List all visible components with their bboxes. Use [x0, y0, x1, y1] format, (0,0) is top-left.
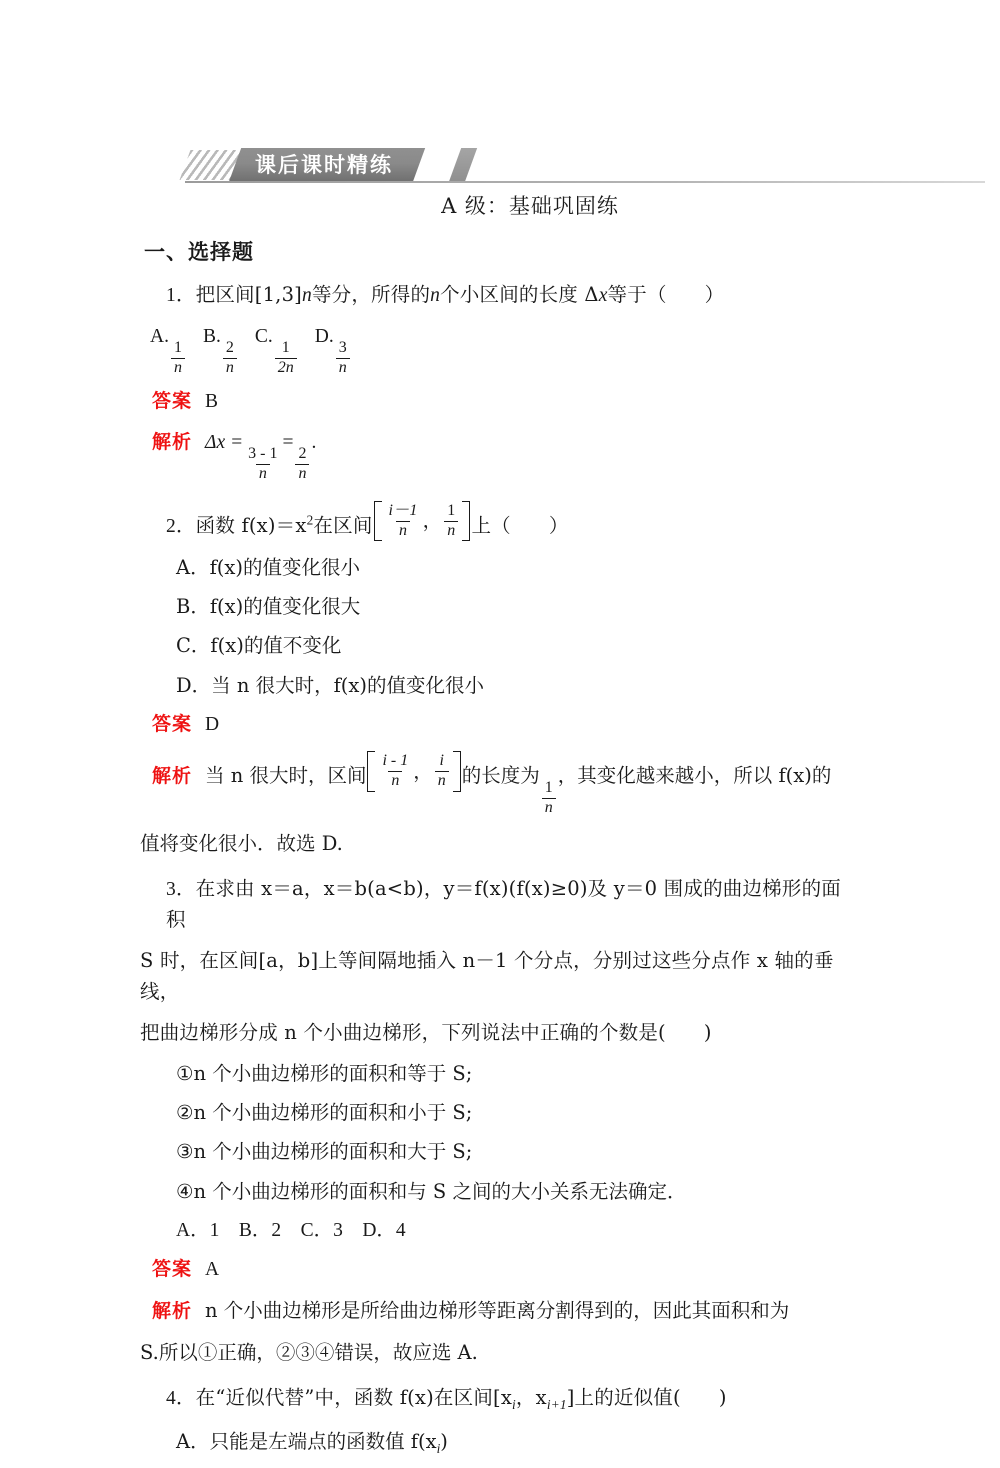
q1-exp-frac2-num: 2 — [298, 445, 307, 463]
q4-sub-1: i — [512, 1397, 516, 1413]
explanation-label: 解析 — [152, 431, 193, 454]
q2-interval-bracket — [373, 501, 472, 542]
q4-sub-2: i+1 — [546, 1397, 567, 1413]
q3-line3-end: ) — [703, 1020, 712, 1044]
q1-option-c[interactable] — [254, 326, 299, 377]
q3-answer-value: A — [205, 1259, 220, 1281]
q3-statement-1: ①n 个小曲边梯形的面积和等于 S; — [176, 1061, 473, 1085]
q2-interval-right-num: 1 — [447, 501, 456, 519]
explanation-label: 解析 — [152, 764, 193, 787]
question-1-answer — [140, 387, 860, 416]
question-1-stem — [140, 280, 860, 311]
q4-line1-c: ]上的近似值( — [566, 1386, 681, 1410]
q1-exp-frac1-num: 3 - 1 — [248, 445, 278, 463]
question-2-number: 2． — [166, 515, 196, 537]
q2-exp-text-b: 的长度为 — [461, 763, 540, 787]
question-3-answer — [140, 1255, 860, 1284]
q1-text-d: 等于（ — [607, 283, 667, 306]
q3-line1-text: 在求由 x＝a，x＝b(a<b)，y＝f(x)(f(x)≥0)及 y＝0 围成的曲边梯形的面积 — [166, 876, 841, 932]
q1-option-d[interactable] — [314, 326, 352, 377]
question-4-stem — [140, 1383, 860, 1415]
q1-exp-eq: = — [282, 432, 294, 454]
q3-exp-text: n 个小曲边梯形是所给曲边梯形等距离分割得到的，因此其面积和为 — [205, 1299, 790, 1323]
q2-text-c: 上（ — [471, 513, 511, 537]
q4-option-a-end: ) — [440, 1429, 448, 1453]
q2-interval-left-num: i－1 — [388, 501, 418, 519]
q1-answer-value: B — [205, 390, 219, 412]
q1-option-a-num: 1 — [173, 339, 182, 357]
banner-tab — [229, 148, 425, 182]
question-3-explanation-line1 — [140, 1296, 860, 1326]
q4-line1-a: 在“近似代替”中，函数 f(x)在区间[x — [195, 1386, 513, 1410]
q2-exp-text-c: ，其变化越来越小，所以 f(x)的 — [557, 763, 832, 787]
q1-option-c-label: C. — [254, 326, 273, 348]
q1-option-b-den: n — [223, 358, 237, 377]
q1-var-n2: n — [430, 285, 441, 306]
q2-exp-interval-left-num: i - 1 — [382, 752, 409, 770]
q1-option-d-den: n — [336, 358, 350, 377]
q2-exp-frac-num: 1 — [544, 779, 553, 797]
answer-label: 答案 — [152, 712, 193, 735]
q4-option-a-text: A．只能是左端点的函数值 f(x — [176, 1429, 437, 1453]
q1-option-d-num: 3 — [338, 339, 347, 357]
q2-option-b[interactable]: B．f(x)的值变化很大 — [176, 595, 361, 619]
q1-text-a: 把区间[1,3] — [195, 283, 302, 306]
q1-option-a-den: n — [171, 358, 185, 377]
q2-interval-sep: ， — [422, 509, 443, 533]
q2-text-b: 在区间 — [313, 513, 373, 537]
q2-exp-frac-den: n — [542, 798, 556, 817]
q1-text-e: ） — [704, 283, 725, 306]
q4-option-a[interactable] — [140, 1427, 860, 1459]
question-2-stem — [140, 501, 860, 542]
q1-option-a[interactable] — [150, 326, 187, 377]
q1-option-d-label: D. — [314, 326, 334, 348]
question-2-explanation-line2: 值将变化很小．故选 D. — [140, 831, 343, 855]
q1-option-b-num: 2 — [225, 339, 234, 357]
q2-option-c[interactable]: C．f(x)的值不变化 — [176, 634, 342, 658]
q4-option-a-sub: i — [436, 1440, 441, 1456]
section-banner — [185, 148, 985, 188]
q2-text-a: 函数 f(x)＝x — [195, 513, 307, 537]
level-title: A 级：基础巩固练 — [441, 194, 619, 218]
q1-option-c-num: 1 — [281, 339, 290, 357]
q2-interval-left-den: n — [396, 521, 410, 540]
q2-option-d[interactable]: D．当 n 很大时，f(x)的值变化很小 — [176, 673, 485, 697]
answer-label: 答案 — [152, 1258, 193, 1281]
q1-exp-frac2-den: n — [295, 464, 309, 483]
q1-option-b-label: B. — [202, 326, 221, 348]
q2-exponent: 2 — [306, 512, 314, 528]
question-1-explanation — [140, 428, 860, 483]
question-3-options[interactable]: A．1 B．2 C．3 D．4 — [176, 1219, 406, 1241]
question-3-explanation-line2: S.所以①正确，②③④错误，故应选 A. — [140, 1340, 478, 1364]
q2-exp-interval-right-den: n — [435, 771, 449, 790]
answer-label: 答案 — [152, 389, 193, 412]
q1-text-c: 个小区间的长度 Δ — [440, 283, 599, 306]
q1-text-b: 等分，所得的 — [311, 283, 431, 306]
page-content — [140, 190, 860, 1468]
q1-option-b[interactable] — [202, 326, 239, 377]
banner-rule — [185, 181, 985, 183]
question-3-number: 3． — [166, 878, 196, 900]
q2-exp-interval-right-num: i — [439, 752, 444, 770]
q1-exp-frac1-den: n — [256, 464, 270, 483]
question-1-number: 1． — [166, 285, 196, 306]
q2-exp-interval-sep: ， — [413, 759, 433, 783]
question-4-number: 4． — [166, 1388, 196, 1410]
q2-text-d: ） — [548, 513, 569, 537]
q3-line3-text: 把曲边梯形分成 n 个小曲边梯形，下列说法中正确的个数是( — [140, 1020, 666, 1044]
q4-line1-b: ，x — [515, 1386, 547, 1410]
q1-option-a-label: A. — [150, 326, 169, 348]
question-3-stem-line2: S 时，在区间[a，b]上等间隔地插入 n－1 个分点，分别过这些分点作 x 轴的垂线， — [140, 949, 834, 1003]
q2-option-a[interactable]: A．f(x)的值变化很小 — [176, 555, 361, 579]
q2-exp-interval-bracket — [366, 751, 461, 792]
q3-statement-3: ③n 个小曲边梯形的面积和大于 S; — [176, 1140, 473, 1164]
banner-tail-shape — [449, 148, 477, 182]
section-label: 一、选择题 — [144, 239, 254, 264]
question-3-stem-line1 — [140, 874, 860, 935]
q3-statement-2: ②n 个小曲边梯形的面积和小于 S; — [176, 1101, 473, 1125]
q2-exp-interval-left-den: n — [388, 771, 402, 790]
q3-statement-4: ④n 个小曲边梯形的面积和与 S 之间的大小关系无法确定． — [176, 1179, 687, 1203]
question-3-stem-line3 — [140, 1018, 860, 1048]
q2-interval-right-den: n — [444, 521, 458, 540]
q1-option-c-den: 2n — [275, 358, 297, 377]
explanation-label: 解析 — [152, 1300, 193, 1323]
q1-var-x: x — [598, 285, 608, 306]
q2-exp-text-a: 当 n 很大时，区间 — [205, 763, 367, 787]
question-2-explanation-line1 — [140, 751, 860, 817]
question-1-options — [140, 322, 860, 377]
banner-label: 课后课时精练 — [255, 152, 393, 177]
q1-var-n: n — [301, 285, 312, 306]
question-2-answer — [140, 710, 860, 739]
q1-exp-lhs: Δx = — [205, 432, 244, 454]
q2-answer-value: D — [205, 713, 220, 735]
q4-line1-d: ) — [718, 1386, 727, 1410]
q1-exp-period: . — [311, 432, 317, 454]
